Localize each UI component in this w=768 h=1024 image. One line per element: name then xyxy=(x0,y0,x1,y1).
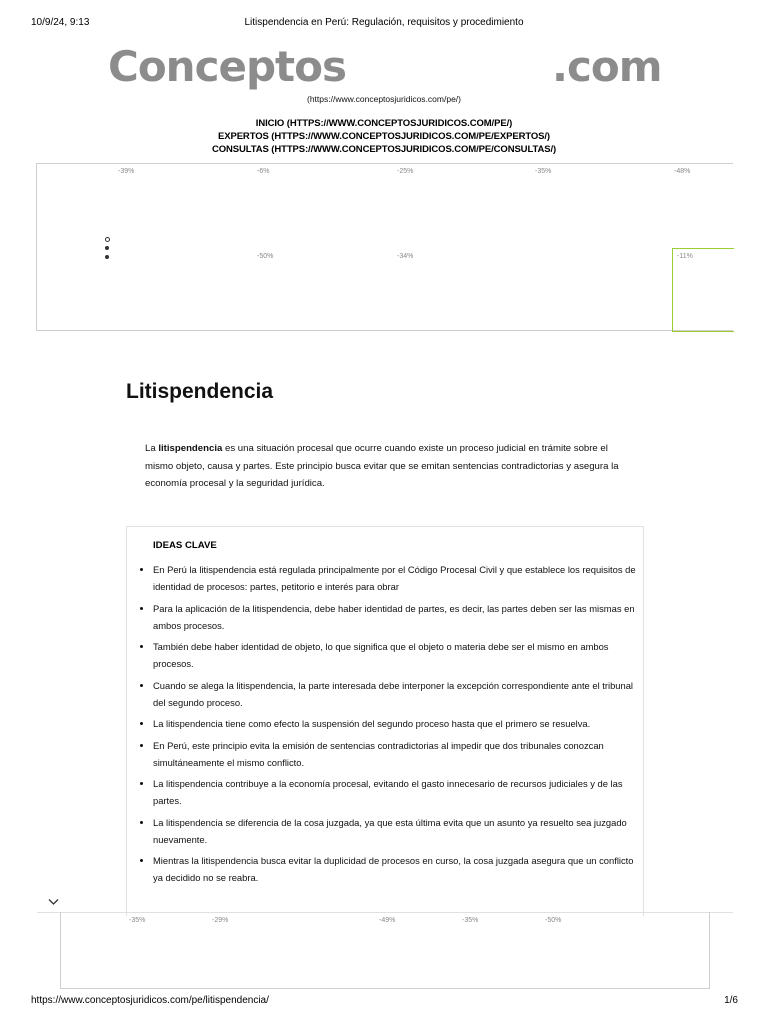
print-datetime: 10/9/24, 9:13 xyxy=(31,17,90,28)
ad-discount-label: -35% xyxy=(535,168,552,175)
ad-discount-label: -50% xyxy=(545,917,562,924)
nav-item-expertos[interactable]: EXPERTOS (HTTPS://WWW.CONCEPTOSJURIDICOS.COM/PE/EXPERTOS/) xyxy=(217,131,551,142)
list-item: • Mientras la litispendencia busca evitar la duplicidad de procesos en curso, la cosa juzgada asegura que un conflicto ya decidido no se reabra. xyxy=(153,852,643,886)
main-nav xyxy=(0,117,768,156)
ad-discount-label: -25% xyxy=(397,168,414,175)
list-item: • En Perú la litispendencia está regulada principalmente por el Código Procesal Civil y que establece los requisitos de identidad de procesos: partes, petitorio e interés para obrar xyxy=(153,561,643,595)
ad-discount-label: -35% xyxy=(462,917,479,924)
ideas-clave-title: IDEAS CLAVE xyxy=(153,540,217,551)
intro-keyword: litispendencia xyxy=(158,443,223,454)
site-logo-left[interactable]: Conceptos xyxy=(108,42,346,91)
print-page-number: 1/6 xyxy=(724,995,738,1006)
carousel-dot-icon[interactable] xyxy=(105,255,109,259)
ad-discount-label: -39% xyxy=(118,168,135,175)
list-item: • Para la aplicación de la litispendencia, debe haber identidad de partes, es decir, las partes deben ser las mismas en ambos procesos. xyxy=(153,600,643,634)
nav-item-consultas[interactable]: CONSULTAS (HTTPS://WWW.CONCEPTOSJURIDICOS.COM/PE/CONSULTAS/) xyxy=(211,144,557,155)
site-logo-right[interactable]: .com xyxy=(552,42,662,91)
article-intro xyxy=(145,440,625,493)
ad-discount-label: -35% xyxy=(129,917,146,924)
chevron-down-icon[interactable] xyxy=(48,898,59,906)
list-item: • La litispendencia se diferencia de la cosa juzgada, ya que esta última evita que un asunto ya resuelto sea juzgado nuevamente. xyxy=(153,814,643,848)
list-item: • La litispendencia contribuye a la economía procesal, evitando el gasto innecesario de recursos judiciales y de las partes. xyxy=(153,775,643,809)
ideas-clave-box xyxy=(126,526,644,916)
print-url: https://www.conceptosjuridicos.com/pe/litispendencia/ xyxy=(31,995,269,1006)
ad-discount-label: -29% xyxy=(212,917,229,924)
ad-banner-bottom[interactable] xyxy=(60,912,710,989)
list-item: • Cuando se alega la litispendencia, la parte interesada debe interponer la excepción correspondiente ante el tribunal del segundo proceso. xyxy=(153,677,643,711)
article-title: Litispendencia xyxy=(126,380,274,403)
nav-item-inicio[interactable]: INICIO (HTTPS://WWW.CONCEPTOSJURIDICOS.COM/PE/) xyxy=(255,118,513,129)
list-item: • También debe haber identidad de objeto, lo que significa que el objeto o materia debe ser el mismo en ambos procesos. xyxy=(153,638,643,672)
intro-text: es una situación procesal que ocurre cuando existe un proceso judicial en trámite sobre el mismo objeto, causa y partes. Este principio busca evitar que se emitan sentencias contradictorias y asegura la economía procesal y la seguridad jurídica. xyxy=(145,443,619,489)
list-item: • La litispendencia tiene como efecto la suspensión del segundo proceso hasta que el primero se resuelva. xyxy=(153,715,643,732)
ad-discount-label: -34% xyxy=(397,253,414,260)
ideas-clave-list xyxy=(137,561,643,891)
ad-discount-label: -48% xyxy=(674,168,691,175)
ad-discount-label: -49% xyxy=(379,917,396,924)
site-logo-link[interactable]: (https://www.conceptosjuridicos.com/pe/) xyxy=(306,94,461,104)
ad-banner-top[interactable] xyxy=(36,163,733,331)
intro-prefix: La xyxy=(145,443,159,454)
ad-discount-label: -50% xyxy=(257,253,274,260)
ad-selected-item-frame[interactable] xyxy=(672,248,734,332)
list-item: • En Perú, este principio evita la emisión de sentencias contradictorias al impedir que dos tribunales conozcan simultáneamente el mismo conflicto. xyxy=(153,737,643,771)
carousel-dot-icon[interactable] xyxy=(105,237,110,242)
ad-discount-label: -11% xyxy=(677,253,693,260)
print-page-title: Litispendencia en Perú: Regulación, requisitos y procedimiento xyxy=(244,17,524,28)
ad-discount-label: -6% xyxy=(257,168,270,175)
carousel-dot-icon[interactable] xyxy=(105,246,109,250)
